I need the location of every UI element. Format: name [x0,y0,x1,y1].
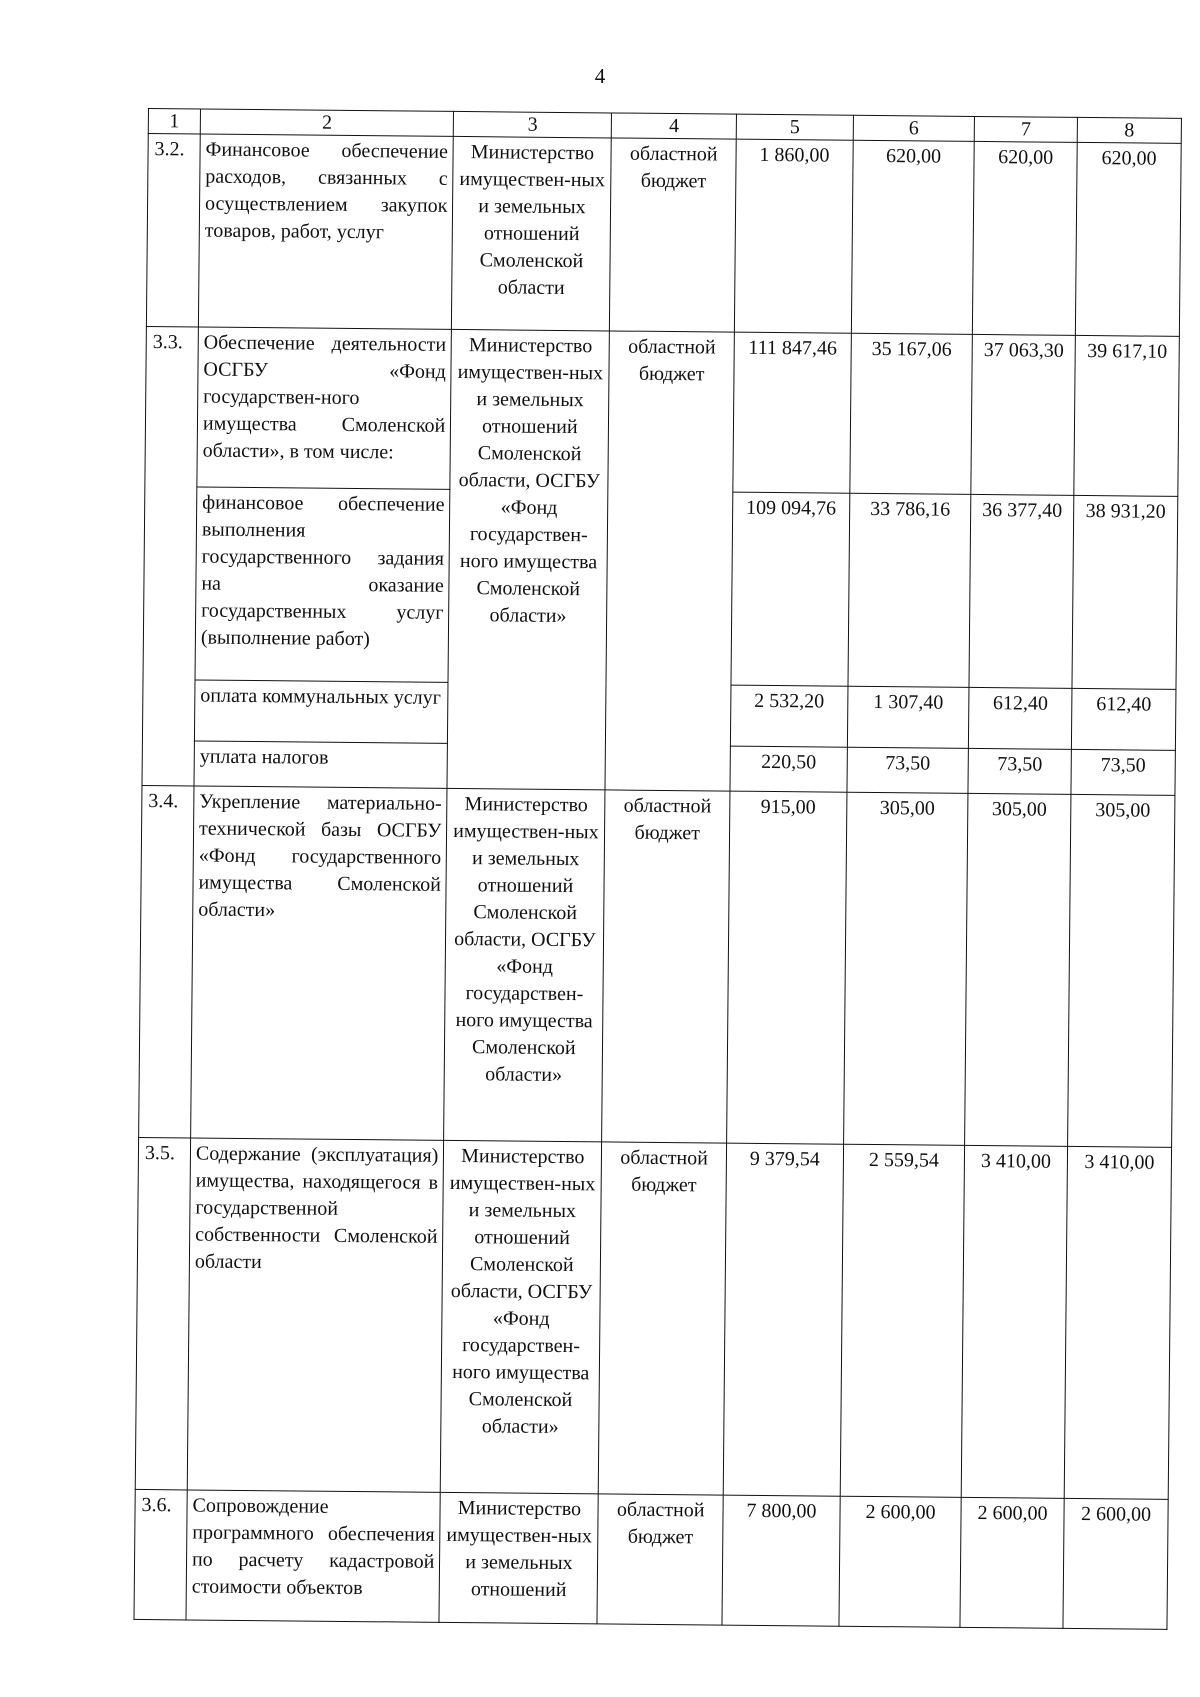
table-row [139,785,1175,1147]
table-row [134,1489,1168,1629]
amount-year3: 3 410,00 [1064,1146,1171,1499]
amount-year1: 1 307,40 [847,686,969,748]
activity-name: Финансовое обеспечение расходов, связанных с осуществлением закупок товаров, работ, услуг [198,134,453,329]
amount-year1: 35 167,06 [850,333,973,494]
amount-year1: 2 600,00 [839,1496,962,1627]
page-number: 4 [594,64,606,88]
row-number: 3.4. [139,785,194,1137]
col-header: 1 [148,109,200,134]
funding-source: областной бюджет [605,331,734,791]
amount-year2: 612,40 [969,687,1072,749]
amount-total: 915,00 [727,791,847,1144]
amount-total: 109 094,76 [731,492,850,686]
amount-year1: 305,00 [843,792,968,1145]
amount-year3: 620,00 [1075,142,1181,336]
table-row [135,1137,1171,1499]
executor: Министерство имуществен-ных и земельных отношений [439,1492,598,1624]
funding-source: областной бюджет [599,1142,727,1495]
amount-total: 111 847,46 [733,332,851,493]
amount-year1: 2 559,54 [840,1144,965,1497]
amount-year1: 33 786,16 [848,493,971,687]
col-header: 4 [612,113,737,139]
amount-total: 220,50 [730,746,847,792]
activity-name: Содержание (эксплуатация) имущества, находящегося в государственной собственности Смоленской области [187,1138,444,1492]
amount-year2: 305,00 [965,793,1071,1146]
col-header: 3 [454,111,612,138]
amount-year3: 39 617,10 [1074,335,1180,496]
amount-year3: 38 931,20 [1072,495,1178,689]
executor: Министерство имуществен-ных и земельных отношений Смоленской области [452,136,612,331]
amount-year2: 37 063,30 [971,334,1075,495]
amount-year2: 3 410,00 [961,1145,1067,1498]
col-header: 8 [1077,117,1181,143]
funding-source: областной бюджет [597,1494,723,1625]
col-header: 7 [974,116,1077,142]
executor: Министерство имуществен-ных и земельных отношений Смоленской области, ОСГБУ «Фонд государствен-ного имущества Смоленской области» [447,329,609,789]
amount-total: 1 860,00 [734,139,853,333]
amount-year2: 620,00 [973,141,1078,335]
amount-total: 2 532,20 [730,685,848,747]
amount-year2: 36 377,40 [969,494,1074,688]
col-header: 5 [736,114,853,140]
table-row [146,134,1181,337]
col-header: 6 [853,115,975,141]
activity-subitem: оплата коммунальных услуг [194,680,448,743]
activity-name: Укрепление материально-технической базы ОСГБУ «Фонд государственного имущества Смоленской области» [191,786,448,1140]
amount-year1: 620,00 [851,140,974,334]
amount-year2: 2 600,00 [960,1497,1064,1628]
amount-year2: 73,50 [968,748,1071,794]
col-header: 2 [200,109,454,136]
row-number: 3.2. [146,134,200,327]
row-number: 3.3. [142,326,198,785]
funding-source: областной бюджет [610,138,736,332]
row-number: 3.6. [134,1489,187,1619]
amount-year3: 612,40 [1071,688,1176,750]
row-number: 3.5. [135,1137,190,1489]
amount-total: 9 379,54 [723,1143,843,1496]
activity-subitem: финансовое обеспечение выполнения государственного задания на оказание государственных услуг (выполнение работ) [195,487,450,682]
program-table [133,108,1181,1630]
amount-year3: 305,00 [1068,794,1175,1147]
activity-name: Сопровождение программного обеспечения по расчету кадастровой стоимости объектов [186,1490,441,1622]
executor: Министерство имуществен-ных и земельных отношений Смоленской области, ОСГБУ «Фонд государствен-ного имущества Смоленской области» [444,788,605,1142]
funding-source: областной бюджет [602,790,730,1143]
amount-year1: 73,50 [847,747,969,793]
activity-name: Обеспечение деятельности ОСГБУ «Фонд государствен-ного имущества Смоленской области», в том числе: [197,327,452,489]
activity-subitem: уплата налогов [194,741,448,788]
amount-year3: 73,50 [1071,749,1175,795]
amount-total: 7 800,00 [722,1495,840,1626]
executor: Министерство имуществен-ных и земельных отношений Смоленской области, ОСГБУ «Фонд государствен-ного имущества Смоленской области» [441,1140,602,1494]
table-row [145,326,1179,496]
amount-year3: 2 600,00 [1063,1498,1168,1629]
